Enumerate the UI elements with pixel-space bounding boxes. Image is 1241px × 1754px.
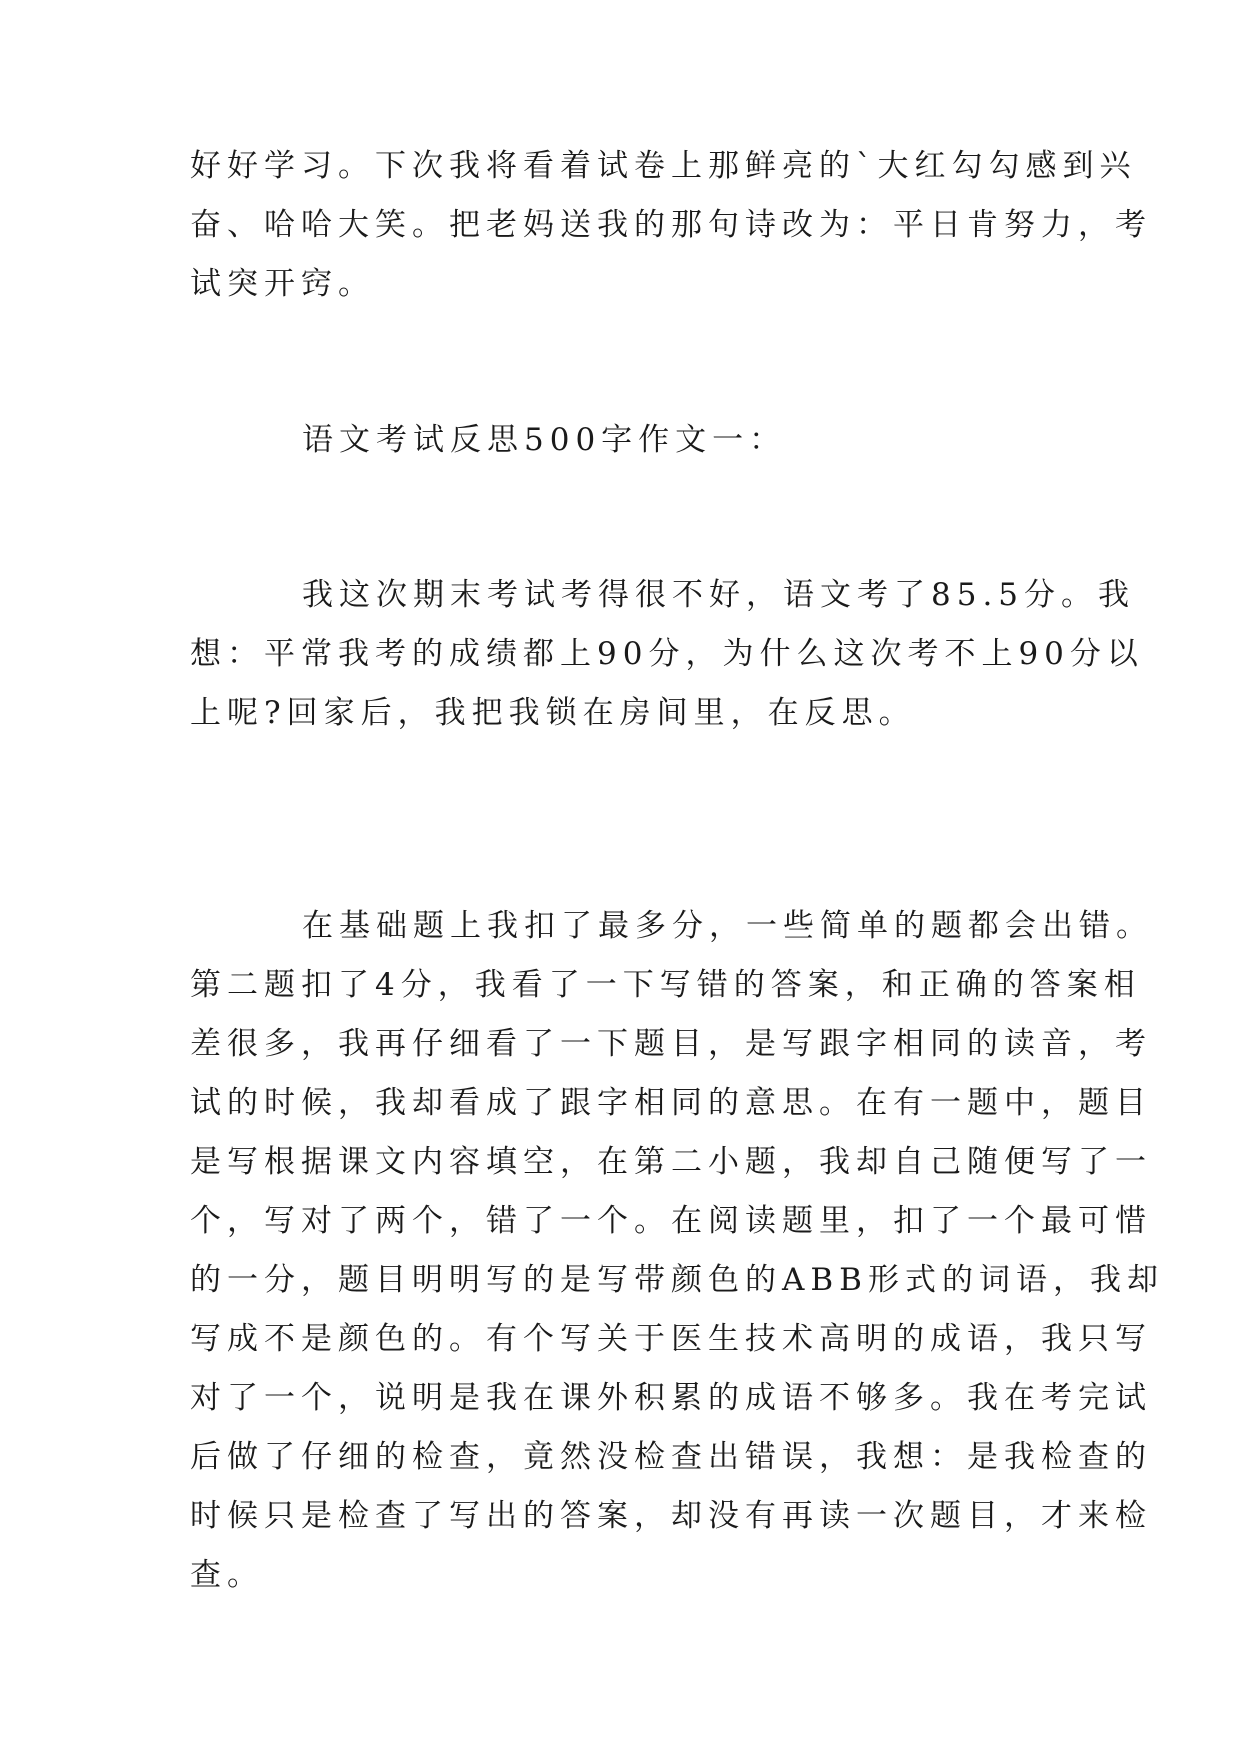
paragraph-line: 的一分，题目明明写的是写带颜色的ABB形式的词语，我却: [190, 1262, 1164, 1298]
paragraph-line: 第二题扣了4分，我看了一下写错的答案，和正确的答案相: [190, 967, 1141, 1003]
paragraph-line: 是写根据课文内容填空，在第二小题，我却自己随便写了一: [190, 1144, 1152, 1180]
section-heading: 语文考试反思500字作文一：: [302, 422, 787, 458]
paragraph-line: 差很多，我再仔细看了一下题目，是写跟字相同的读音，考: [190, 1026, 1152, 1062]
paragraph-line: 在基础题上我扣了最多分，一些简单的题都会出错。: [302, 908, 1153, 944]
intro-line: 奋、哈哈大笑。把老妈送我的那句诗改为：平日肯努力，考: [190, 207, 1152, 243]
paragraph-line: 想：平常我考的成绩都上90分，为什么这次考不上90分以: [190, 636, 1144, 672]
intro-line: 好好学习。下次我将看着试卷上那鲜亮的`大红勾勾感到兴: [190, 148, 1137, 184]
paragraph-line: 后做了仔细的检查，竟然没检查出错误，我想：是我检查的: [190, 1439, 1152, 1475]
paragraph-line: 上呢?回家后，我把我锁在房间里，在反思。: [190, 695, 916, 731]
paragraph-line: 时候只是检查了写出的答案，却没有再读一次题目，才来检: [190, 1498, 1152, 1534]
intro-line: 试突开窍。: [190, 266, 375, 302]
paragraph-line: 试的时候，我却看成了跟字相同的意思。在有一题中，题目: [190, 1085, 1152, 1121]
paragraph-line: 个，写对了两个，错了一个。在阅读题里，扣了一个最可惜: [190, 1203, 1152, 1239]
paragraph-line: 对了一个，说明是我在课外积累的成语不够多。我在考完试: [190, 1380, 1152, 1416]
paragraph-line: 查。: [190, 1557, 264, 1593]
paragraph-line: 写成不是颜色的。有个写关于医生技术高明的成语，我只写: [190, 1321, 1152, 1357]
paragraph-line: 我这次期末考试考得很不好，语文考了85.5分。我: [302, 577, 1136, 613]
